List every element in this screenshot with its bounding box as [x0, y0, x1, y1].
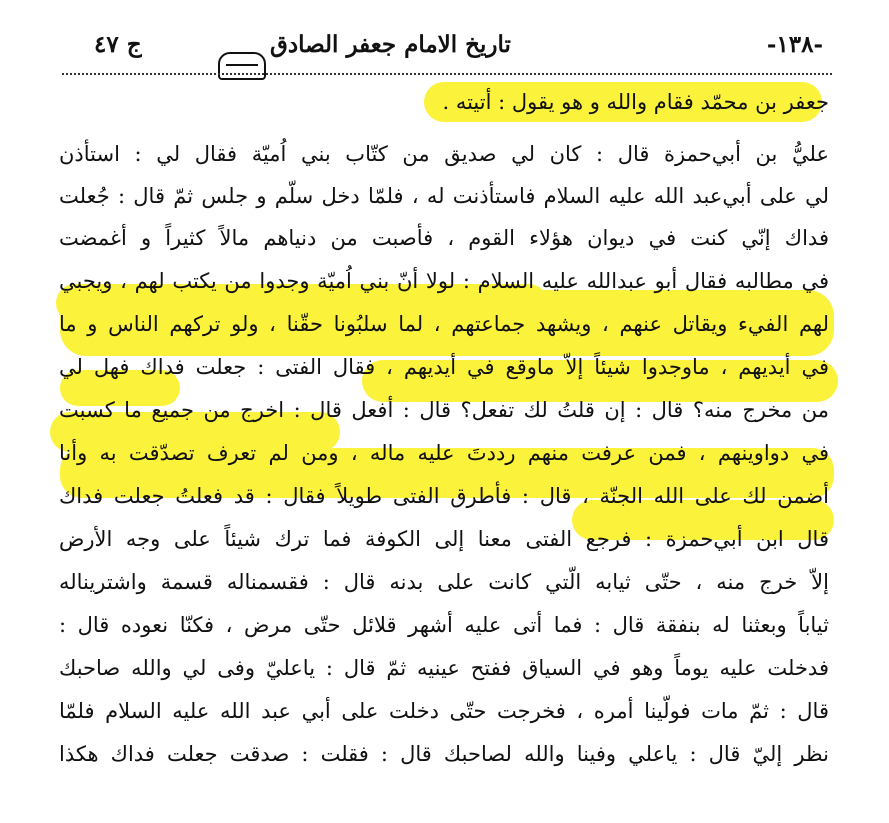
text-line: لي على أبي‌عبد الله عليه السلام فاستأذنت له ، فلمّا دخل سلّم و جلس ثمّ قال : جُعلت — [59, 184, 829, 208]
text-line: من مخرج منه؟ قال : إن قلتُ لك تفعل؟ قال : أفعل قال : اخرج من جميع ما كسبت — [59, 398, 829, 422]
text-line: في مطالبه فقال أبو عبدالله عليه السلام : لولا أنّ بني اُميّة وجدوا من يكتب لهم ، ويجبي — [59, 269, 829, 293]
text-line: قال ابن أبي‌حمزة : فرجع الفتى معنا إلى الكوفة فما ترك شيئاً على وجه الأرض — [59, 527, 829, 551]
text-line: في أيديهم ، ماوجدوا شيئاً إلاّ ماوقع في أيديهم ، فقال الفتى : جعلت فداك فهل لي — [59, 355, 829, 379]
page-number: -١٣٨- — [766, 31, 823, 58]
text-line: لهم الفيء ويقاتل عنهم ، ويشهد جماعتهم ، لما سلبُونا حقّنا ، ولو تركهم الناس و ما — [59, 312, 829, 336]
running-title-text: تاريخ الامام جعفر الصادق — [270, 31, 511, 58]
text-line: فداك إنّي كنت في ديوان هؤلاء القوم ، فأصبت من دنياهم مالاً كثيراً و أغمضت — [59, 226, 829, 250]
text-line: إلاّ خرج منه ، حتّى ثيابه الّتي كانت على بدنه قال : فقسمناله قسمة واشتريناله — [59, 570, 829, 594]
text-line: عليُّ بن أبي‌حمزة قال : كان لي صديق من كتّاب بني اُميّة فقال لي : استأذن — [59, 142, 829, 166]
text-line: نظر إليّ قال : ياعلي وفينا والله لصاحبك قال : فقلت : صدقت جعلت فداك هكذا — [59, 742, 829, 766]
text-line: جعفر بن محمّد فقام والله و هو يقول : أتيته . — [442, 90, 829, 114]
text-line: في دواوينهم ، فمن عرفت منهم رددتَ عليه ماله ، ومن لم تعرف تصدّقت به وأنا — [59, 441, 829, 465]
text-line: أضمن لك على الله الجنّة ، قال : فأطرق الفتى طويلاً فقال : قد فعلتُ جعلت فداك — [59, 484, 829, 508]
text-line: فدخلت عليه يوماً وهو في السياق ففتح عينيه ثمّ قال : ياعليّ وفى لي والله صاحبك — [59, 656, 829, 680]
volume-number: ج ٤٧ — [94, 31, 142, 58]
text-line: ثياباً وبعثنا له بنفقة قال : فما أتى عليه أشهر قلائل حتّى مرض ، فكنّا نعوده قال : — [59, 613, 829, 637]
text-line: قال : ثمّ مات فولّينا أمره ، فخرجت حتّى دخلت على أبي عبد الله عليه السلام فلمّا — [59, 699, 829, 723]
